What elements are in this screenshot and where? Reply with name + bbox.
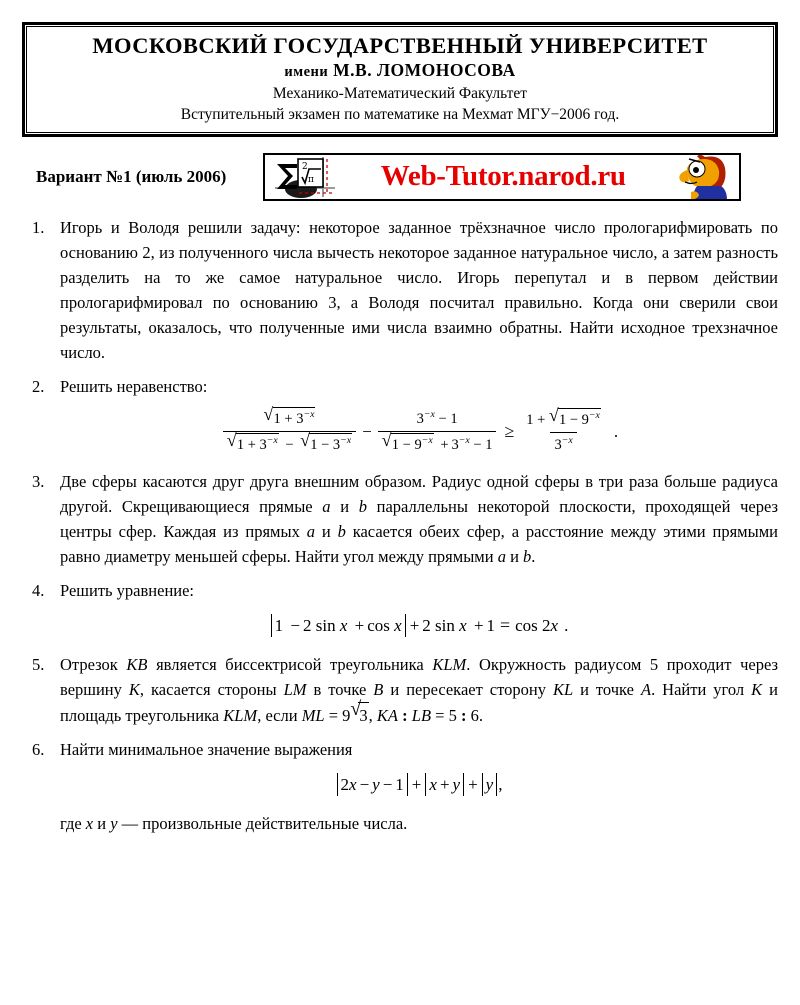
problem-2-formula: [60, 407, 778, 456]
svg-text:π: π: [308, 174, 315, 185]
problem-5-comma: ,: [368, 706, 377, 726]
problem-5-text-part2: является биссектрисой треугольника: [147, 655, 433, 675]
problem-3-text-part5: касается обеих сфер, а расстояние между этими прямыми равно диаметру меньшей сферы. Найти угол между прямыми: [60, 522, 778, 567]
problem-text-3: [60, 469, 778, 569]
problem-5-text-part8: . Найти угол: [651, 680, 752, 700]
formula-4-terminator: .: [564, 615, 569, 635]
problem-5-condition-ml: ML = 9 √ 3: [302, 706, 369, 725]
svg-text:2: 2: [302, 161, 309, 172]
problem-text-1: Игорь и Володя решили задачу: некоторое заданное трёхзначное число прологарифмировать по основанию 2, из полученного числа вычесть некоторое заданное натуральное число, а затем разность разделить на то же самое натуральное число. Игорь перепутал и в первом действии прологарифмировал по основанию 3, а Володя посчитал правильно. Когда они сверили свои результаты, оказалось, что полученные ими числа взаимно обратны. Найти исходное трехзначное число.: [60, 217, 778, 362]
problem-5-point-k: K: [128, 680, 140, 700]
university-title-name: М.В. ЛОМОНОСОВА: [333, 59, 516, 80]
problem-item-2: [22, 374, 778, 460]
problem-item-5: [22, 652, 778, 728]
problem-3-var-b-1: b: [358, 497, 367, 517]
formula-2-minus-operator: −: [362, 421, 372, 441]
problem-number-2: 2.: [32, 376, 45, 396]
problem-3-var-b-3: b: [523, 547, 532, 567]
formula-2-terminator: .: [613, 421, 619, 441]
problem-6-footer: [60, 811, 778, 836]
problem-3-var-a-3: a: [497, 547, 506, 567]
problem-3-var-a-1: a: [322, 497, 331, 517]
formula-4-after-abs: 2 sin x + 1: [422, 615, 496, 635]
problem-3-text-part4: и: [314, 522, 338, 542]
problem-5-condition-ratio: KA : LB = 5 : 6: [376, 706, 479, 726]
problem-5-text-part7: и точке: [573, 680, 641, 700]
problem-5-side-kl: KL: [552, 680, 574, 700]
formula-6-term-1: 2x − y − 1: [337, 773, 408, 796]
problem-5-point-k2: K: [751, 680, 763, 700]
document-page: [0, 22, 800, 1005]
problem-5-text-part3: . Окружность радиусом 5 проходит через вершину: [60, 655, 778, 700]
formula-6-term-2: x + y: [425, 773, 464, 796]
problem-3-text-part1: Две сферы касаются друг друга внешним образом. Радиус одной сферы в три раза больше радиуса другой. Скрещивающиеся прямые: [60, 472, 778, 517]
university-title-line1: МОСКОВСКИЙ ГОСУДАРСТВЕННЫЙ УНИВЕРСИТЕТ: [92, 33, 708, 58]
problem-6-footer-part1: где: [60, 814, 86, 834]
problem-6-formula: 2x − y − 1 + x + y + y ,: [60, 770, 778, 797]
problem-body-6: [60, 737, 778, 836]
problem-5-text-part4: , касается стороны: [139, 680, 284, 700]
problem-3-var-a-2: a: [306, 522, 315, 542]
problem-5-segment-kb: KB: [126, 655, 148, 675]
problem-number-4: 4.: [32, 581, 45, 601]
problem-body-4: [60, 578, 778, 643]
problem-text-5: [60, 652, 778, 728]
variant-banner-row: [22, 153, 778, 201]
formula-6-terminator: ,: [498, 774, 503, 794]
problem-list: [22, 215, 778, 837]
formula-2-fraction-3: $\frac{1 + √ 1 - 9^{-x}}{3^{-x}}$: [522, 408, 605, 456]
sigma-sqrt-logo-icon: [271, 155, 337, 199]
problem-item-1: [22, 215, 778, 365]
problem-number-6: 6.: [32, 740, 45, 760]
problem-5-text-part1: Отрезок: [60, 655, 127, 675]
problem-3-text-part6: и: [505, 547, 524, 567]
problem-text-4: Решить уравнение:: [60, 581, 195, 601]
problem-text-6: Найти минимальное значение выражения: [60, 740, 353, 760]
problem-5-triangle-klm: KLM: [432, 655, 467, 675]
banner-site-text: Web-Tutor.narod.ru: [380, 160, 626, 192]
university-title-line2: [35, 60, 765, 81]
problem-6-footer-part2: и: [93, 814, 111, 834]
problem-5-text-part5: в точке: [306, 680, 374, 700]
formula-2-fraction-2: $3^{-x} - 1$ √ $1 - 9^{-x} + 3^{-x} - 1$: [378, 408, 497, 456]
problem-6-footer-part3: — произвольные действительные числа.: [117, 814, 408, 834]
university-header-box: [22, 22, 778, 137]
formula-4-relation: =: [500, 615, 511, 636]
problem-5-text-part10: , если: [257, 706, 302, 726]
problem-number-3: 3.: [32, 472, 45, 492]
problem-item-6: [22, 737, 778, 836]
formula-4-right-side: cos 2x: [515, 615, 559, 635]
university-title-prefix: имени: [284, 63, 329, 80]
variant-label: Вариант №1 (июль 2006): [36, 166, 227, 186]
problem-number-1: 1.: [32, 217, 45, 237]
problem-body-2: [60, 374, 778, 460]
problem-5-text-part6: и пересекает сторону: [383, 680, 553, 700]
problem-5-point-a: A: [640, 680, 652, 700]
problem-5-text-part9: и площадь треугольника: [60, 680, 778, 726]
cartoon-character-icon: [675, 154, 737, 200]
formula-2-fraction-1: √ $1 + 3^{-x}$ √ $1 + 3^{-x}$ − √ $1 - 3^{-x}$: [223, 407, 356, 456]
problem-text-2: Решить неравенство:: [60, 376, 208, 396]
formula-6-term-3: y: [482, 773, 498, 796]
problem-5-triangle-klm2: KLM: [223, 706, 258, 726]
exam-subtitle: Вступительный экзамен по математике на Мехмат МГУ−2006 год.: [180, 106, 620, 124]
formula-4-absolute-value: 1 − 2 sin x + cos x: [271, 614, 406, 637]
problem-4-formula: 1 − 2 sin x + cos x + 2 sin x + 1 = cos 2x .: [60, 612, 778, 640]
problem-5-point-b: B: [373, 680, 384, 700]
problem-item-4: [22, 578, 778, 643]
problem-6-var-x: x: [85, 814, 94, 834]
faculty-name: Механико-Математический Факультет: [272, 84, 528, 102]
problem-item-3: [22, 469, 778, 569]
problem-3-text-part2: и: [330, 497, 359, 517]
problem-6-var-y: y: [110, 814, 118, 834]
problem-3-var-b-2: b: [337, 522, 346, 542]
problem-number-5: 5.: [32, 655, 45, 675]
formula-2-relation: ≥: [504, 421, 515, 442]
web-tutor-banner[interactable]: [263, 153, 741, 201]
problem-3-terminator: .: [531, 547, 536, 567]
problem-3-text-part3: параллельны некоторой плоскости, проходящей через центры сфер. Каждая из прямых: [60, 497, 778, 542]
problem-5-terminator: .: [478, 706, 483, 726]
problem-5-side-lm: LM: [283, 680, 307, 700]
